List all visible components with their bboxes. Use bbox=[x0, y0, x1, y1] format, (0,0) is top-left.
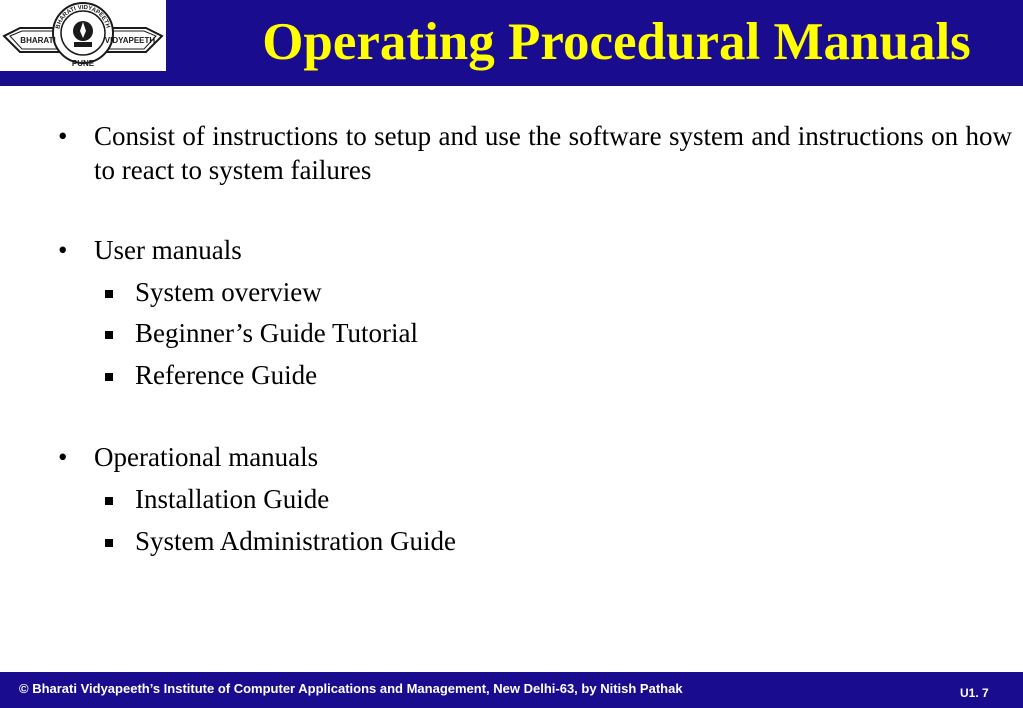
bullet-dot-icon: • bbox=[58, 235, 68, 265]
svg-text:BHARATI VIDYAPEETH: BHARATI VIDYAPEETH bbox=[55, 4, 111, 30]
logo-emblem-icon bbox=[0, 0, 166, 71]
sub-bullet-text: System overview bbox=[135, 277, 322, 307]
bullet-item bbox=[58, 235, 1012, 266]
page-number: U1. 7 bbox=[960, 686, 989, 700]
sub-bullet-text: Reference Guide bbox=[135, 360, 318, 390]
square-bullet-icon bbox=[105, 497, 113, 505]
slide-header bbox=[0, 0, 1023, 86]
sub-bullet-item bbox=[105, 277, 322, 308]
sub-bullet-item bbox=[105, 318, 418, 349]
sub-bullet-item bbox=[105, 526, 456, 557]
square-bullet-icon bbox=[105, 331, 113, 339]
bullet-text: Operational manuals bbox=[94, 442, 319, 472]
sub-bullet-text: Beginner’s Guide Tutorial bbox=[135, 318, 418, 348]
svg-text:VIDYAPEETH: VIDYAPEETH bbox=[104, 36, 156, 45]
slide-title: Operating Procedural Manuals bbox=[262, 13, 971, 71]
slide-footer bbox=[0, 672, 1023, 708]
sub-bullet-item bbox=[105, 484, 329, 515]
bullet-item bbox=[58, 119, 1012, 187]
copyright-text: © Bharati Vidyapeeth’s Institute of Computer Applications and Management, New Delhi-63, by Nitish Pathak bbox=[19, 681, 683, 696]
sub-bullet-item bbox=[105, 360, 317, 391]
sub-bullet-text: Installation Guide bbox=[135, 484, 330, 514]
bullet-item bbox=[58, 442, 1012, 473]
bullet-dot-icon: • bbox=[58, 442, 68, 472]
bullet-dot-icon: • bbox=[58, 121, 68, 151]
square-bullet-icon bbox=[105, 290, 113, 298]
bullet-text: Consist of instructions to setup and use the software system and instructions on how to react to system failures bbox=[94, 121, 1012, 185]
institution-logo bbox=[0, 0, 166, 71]
sub-bullet-text: System Administration Guide bbox=[135, 526, 456, 556]
bullet-text: User manuals bbox=[94, 235, 242, 265]
svg-text:BHARATI: BHARATI bbox=[20, 36, 56, 45]
square-bullet-icon bbox=[105, 373, 113, 381]
svg-text:PUNE: PUNE bbox=[71, 59, 95, 68]
square-bullet-icon bbox=[105, 539, 113, 547]
